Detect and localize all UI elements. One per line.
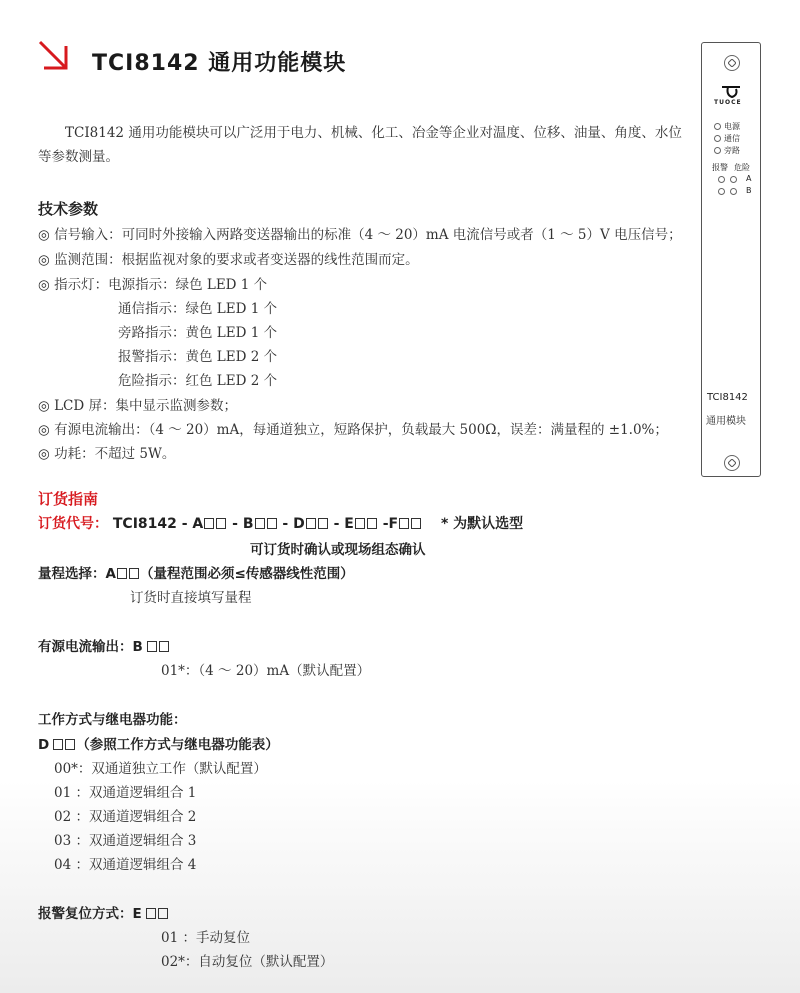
panel-model: TCI8142 xyxy=(707,392,748,403)
alarm-header: 报警 xyxy=(712,163,728,172)
tech-item: ◎ 监测范围：根据监视对象的要求或者变送器的线性范围而定。 xyxy=(38,252,419,268)
code-part: TCI8142 - A xyxy=(112,516,204,532)
order-code-line xyxy=(38,513,523,533)
alarm-led-a xyxy=(718,176,725,183)
tech-item: ◎ 指示灯：电源指示：绿色 LED 1 个 xyxy=(38,277,268,293)
panel-name: 通用模块 xyxy=(706,416,746,427)
order-heading: 订货指南 xyxy=(38,490,99,508)
mode-heading: 工作方式与继电器功能： xyxy=(38,712,187,728)
danger-led-b xyxy=(730,188,737,195)
range-note: （量程范围必须≤传感器线性范围） xyxy=(139,566,354,582)
brand-name: TUOCE xyxy=(714,99,742,106)
output-option: 01*：（4 ～ 20）mA（默认配置） xyxy=(161,663,371,679)
mode-option: 01 ：双通道逻辑组合 1 xyxy=(54,785,197,801)
brand-logo-icon xyxy=(720,85,744,99)
range-line xyxy=(38,562,354,582)
code-part: - E xyxy=(333,516,354,532)
danger-header: 危险 xyxy=(734,163,750,172)
tech-item: ◎ 信号输入：可同时外接输入两路变送器输出的标准（4 ～ 20）mA 电流信号或者（1 ～ 5）V 电压信号； xyxy=(38,227,682,243)
range-label: 量程选择：A xyxy=(38,566,116,582)
reset-option: 02*：自动复位（默认配置） xyxy=(161,954,334,970)
led-label: 电源 xyxy=(724,122,740,131)
order-code-label: 订货代号： xyxy=(38,516,108,532)
mode-option: 00*：双通道独立工作（默认配置） xyxy=(54,761,267,777)
mode-option: 04 ：双通道逻辑组合 4 xyxy=(54,857,197,873)
led-label: 旁路 xyxy=(724,146,740,155)
output-line xyxy=(38,635,170,655)
power-led xyxy=(714,123,721,130)
code-part: -F xyxy=(382,516,399,532)
code-part: - B xyxy=(232,516,254,532)
tech-item: ◎ LCD 屏：集中显示监测参数； xyxy=(38,398,237,414)
indicator-item: 危险指示：红色 LED 2 个 xyxy=(118,373,278,389)
screw-icon xyxy=(724,55,740,71)
alarm-led-b xyxy=(718,188,725,195)
intro-paragraph: TCI8142 通用功能模块可以广泛用于电力、机械、化工、冶金等企业对温度、位移、油量、角度、水位等参数测量。 xyxy=(38,125,682,165)
indicator-item: 报警指示：黄色 LED 2 个 xyxy=(118,349,278,365)
code-part: - D xyxy=(282,516,305,532)
range-sub: 订货时直接填写量程 xyxy=(130,590,252,606)
mode-option: 02 ：双通道逻辑组合 2 xyxy=(54,809,197,825)
indicator-item: 旁路指示：黄色 LED 1 个 xyxy=(118,325,278,341)
output-label: 有源电流输出：B xyxy=(38,639,143,655)
reset-label: 报警复位方式：E xyxy=(38,906,142,922)
default-note: * 为默认选型 xyxy=(440,516,524,532)
page-title: TCI8142 通用功能模块 xyxy=(92,51,347,76)
mode-label: D xyxy=(38,737,50,753)
mode-line xyxy=(38,733,279,753)
mode-option: 03 ：双通道逻辑组合 3 xyxy=(54,833,197,849)
tech-item: ◎ 有源电流输出：（4 ～ 20）mA，每通道独立，短路保护，负载最大 500Ω，误差：满量程的 ±1.0%； xyxy=(38,422,668,438)
mode-note: （参照工作方式与继电器功能表） xyxy=(76,737,279,753)
module-panel xyxy=(701,42,761,477)
led-label: 通信 xyxy=(724,134,740,143)
channel-label: B xyxy=(746,186,752,195)
reset-line xyxy=(38,902,169,922)
comm-led xyxy=(714,135,721,142)
arrow-icon xyxy=(36,38,72,74)
channel-label: A xyxy=(746,174,752,183)
reset-option: 01 ：手动复位 xyxy=(161,930,250,946)
indicator-item: 通信指示：绿色 LED 1 个 xyxy=(118,301,278,317)
bypass-led xyxy=(714,147,721,154)
screw-icon xyxy=(724,455,740,471)
tech-item: ◎ 功耗：不超过 5W。 xyxy=(38,446,176,462)
danger-led-a xyxy=(730,176,737,183)
tech-heading: 技术参数 xyxy=(38,200,99,218)
confirm-note: 可订货时确认或现场组态确认 xyxy=(250,542,426,558)
